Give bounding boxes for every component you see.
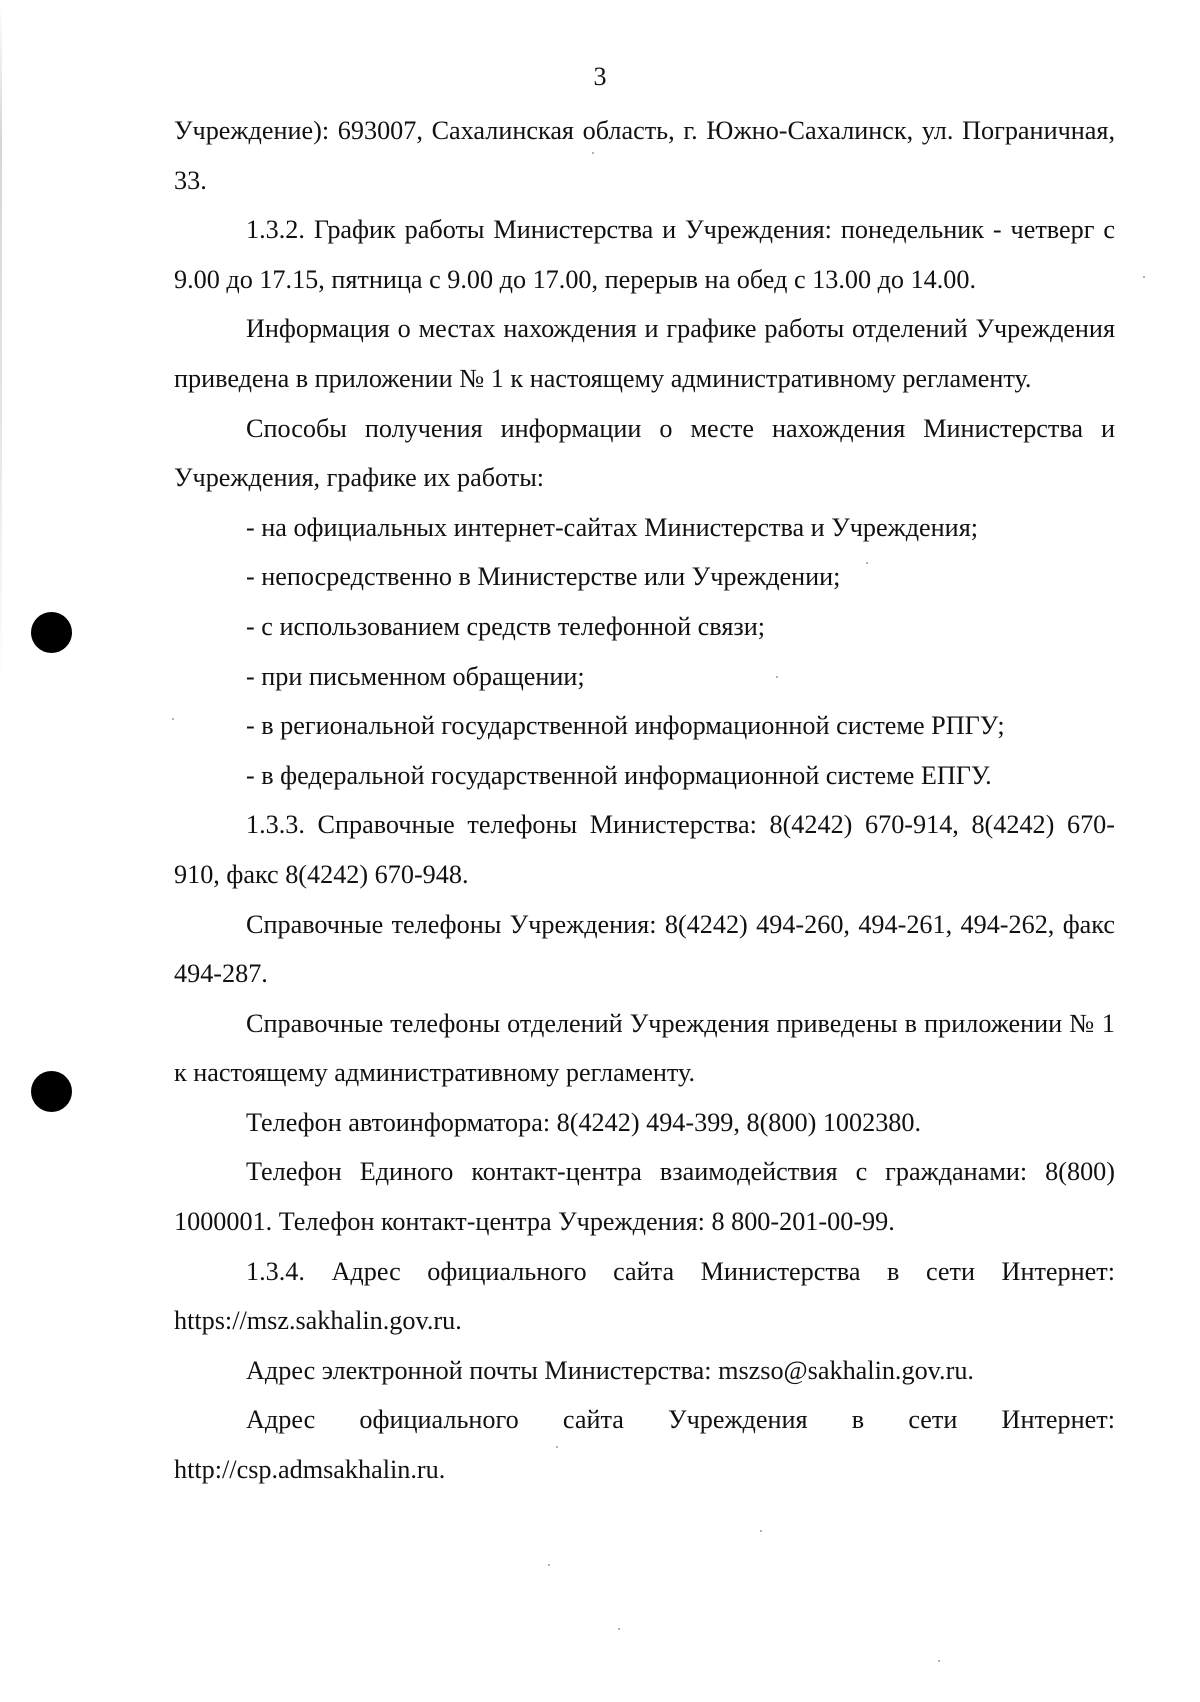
scan-speck: [548, 1564, 550, 1566]
paragraph-institution-website: Адрес официального сайта Учреждения в сети Интернет: http://csp.admsakhalin.ru.: [174, 1405, 1115, 1485]
paragraph-ministry-phones: 1.3.3. Справочные телефоны Министерства: 8(4242) 670-914, 8(4242) 670-910, факс 8(4242) 670-948.: [174, 810, 1115, 889]
punch-hole: [31, 1071, 72, 1112]
scan-speck: [866, 562, 868, 564]
paragraph-info-methods: Способы получения информации о месте нахождения Министерства и Учреждения, графике их работы:: [174, 413, 1115, 493]
list-item: - в региональной государственной информационной системе РПГУ;: [246, 711, 1005, 741]
scan-speck: [1143, 276, 1145, 278]
scan-speck: [776, 676, 778, 678]
paragraph-address: Учреждение): 693007, Сахалинская область, г. Южно-Сахалинск, ул. Пограничная, 33.: [174, 116, 1115, 195]
paragraph-branches-info: Информация о местах нахождения и графике работы отделений Учреждения приведена в приложении № 1 к настоящему административному регламенту.: [174, 314, 1115, 393]
paragraph-contact-center: Телефон Единого контакт-центра взаимодействия с гражданами: 8(800) 1000001. Телефон контакт-центра Учреждения: 8 800-201-00-99.: [174, 1157, 1115, 1237]
scan-margin-line: [0, 0, 2, 690]
scan-speck: [938, 1660, 940, 1662]
list-item: - непосредственно в Министерстве или Учреждении;: [246, 562, 841, 592]
list-item: - в федеральной государственной информационной системе ЕПГУ.: [246, 760, 992, 790]
paragraph-ministry-email: Адрес электронной почты Министерства: mszso@sakhalin.gov.ru.: [246, 1355, 974, 1385]
scan-speck: [592, 152, 594, 154]
scan-speck: [760, 1530, 762, 1532]
list-item: - при письменном обращении;: [246, 661, 585, 691]
punch-hole: [31, 612, 72, 653]
list-item: - на официальных интернет-сайтах Министерства и Учреждения;: [246, 512, 979, 542]
paragraph-institution-phones: Справочные телефоны Учреждения: 8(4242) 494-260, 494-261, 494-262, факс 494-287.: [174, 909, 1115, 989]
paragraph-branch-phones: Справочные телефоны отделений Учреждения приведены в приложении № 1 к настоящему административному регламенту.: [174, 1008, 1115, 1088]
list-item: - с использованием средств телефонной связи;: [246, 611, 765, 641]
scan-speck: [556, 1446, 558, 1448]
paragraph-work-schedule: 1.3.2. График работы Министерства и Учреждения: понедельник - четверг с 9.00 до 17.15, пятница с 9.00 до 17.00, перерыв на обед с 13.00 до 14.00.: [174, 215, 1115, 294]
document-body: [174, 106, 1115, 1495]
paragraph-ministry-website: 1.3.4. Адрес официального сайта Министерства в сети Интернет: https://msz.sakhalin.gov.ru.: [174, 1256, 1115, 1336]
page-number: 3: [593, 62, 607, 91]
scan-speck: [172, 718, 174, 720]
scan-speck: [618, 1628, 620, 1630]
paragraph-autoinformer-phone: Телефон автоинформатора: 8(4242) 494-399, 8(800) 1002380.: [246, 1107, 922, 1137]
